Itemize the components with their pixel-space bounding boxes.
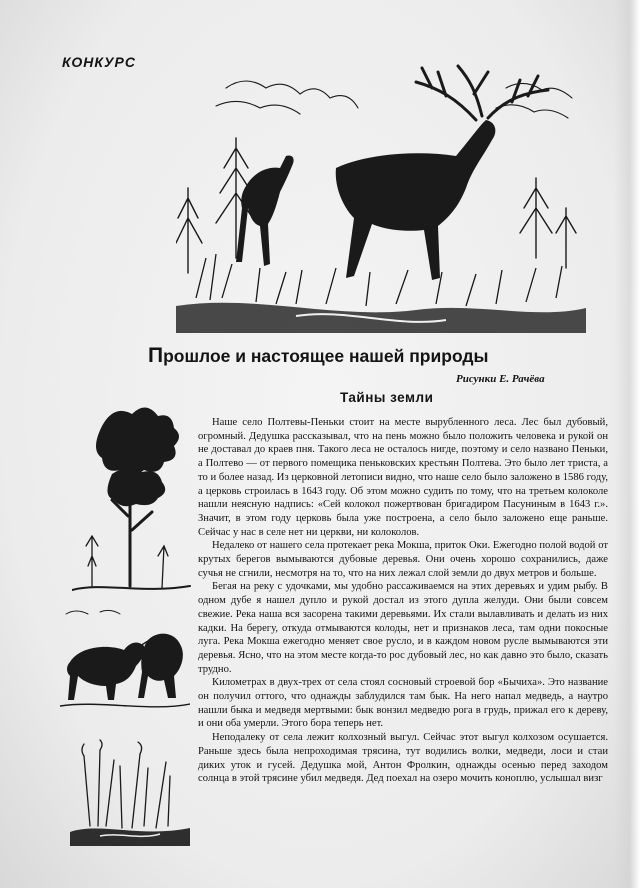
- bull-and-bear-illustration: [60, 606, 190, 716]
- illustration-credit: Рисунки Е. Рачёва: [456, 373, 545, 385]
- article-paragraph: Километрах в двух-трех от села стоял сосновый строевой бор «Бычиха». Это название он получил оттого, что однажды заблудился там бык. На него напал медведь, а наутро нашли быка и медведя мертвыми: бык вонзил медведю рога в грудь, прижал его к дереву, и они оба умерли. Этого бора теперь нет.: [198, 677, 608, 730]
- article-paragraph: Наше село Полтевы-Пеньки стоит на месте вырубленного леса. Лес был дубовый, огромный. Дедушка рассказывал, что на пень можно было положить человека и рукой он не доставал до краев пня. Такого леса не осталось нигде, поэтому и село названо Пеньки, а Полтево — от первого помещика пеньковских крестьян Полтева. Это было лет триста, а то и более назад. Из церковной летописи видно, что наше село было заложено в 1586 году, а церковь строилась в 1643 году. Об этом можно судить по тому, что на третьем колоколе нашли неясную надпись: «Сей колокол пожертвован бригадиром Пасуниным в 1643 г.». Значит, в этом году церковь была уже построена, а село было заложено еще раньше. Сейчас у нас в селе нет ни церкви, ни колоколов.: [198, 417, 608, 538]
- article-body: [198, 416, 608, 786]
- oak-trees-illustration: [72, 396, 192, 596]
- article-title: [148, 344, 488, 368]
- article-subtitle: Тайны земли: [340, 390, 434, 405]
- section-label: КОНКУРС: [62, 54, 136, 70]
- article-paragraph: Неподалеку от села лежит колхозный выгул. Сейчас этот выгул колхозом осушается. Раньше здесь была непроходимая трясина, тут водились волки, медведи, лоси и стаи диких уток и гусей. Дедушка мой, Антон Фролкин, однажды осенью перед заходом солнца в этой трясине убил медведя. Дед поехал на озеро мочить коноплю, услышал визг: [198, 732, 608, 785]
- marsh-reeds-illustration: [70, 736, 190, 846]
- article-paragraph: Недалеко от нашего села протекает река Мокша, приток Оки. Ежегодно полой водой от крутых берегов вымываются дубовые деревья. Они очень хорошо сохранились, даже сучья не сгнили, несмотря на то, что на них лежал слой земли до двух метров и больше.: [198, 540, 608, 579]
- deer-forest-illustration: [176, 58, 586, 333]
- title-rest: рошлое и настоящее нашей природы: [163, 346, 489, 366]
- title-dropcap: П: [148, 344, 164, 367]
- article-paragraph: Бегая на реку с удочками, мы удобно рассаживаемся на этих деревьях и удим рыбу. В одном дубе я нашел дупло и рукой достал из этого дупла желуди. Они были совсем свежие. Река наша вся засорена такими деревьями. Их стали вылавливать и делать из них кадки. На берегу, откуда отмываются колоды, нет и признаков леса, там одни покосные луга. Река Мокша ежегодно меняет свое русло, и в каждом новом русле вымываются эти деревья. Ясно, что на этом месте когда-то рос дубовый лес, но как давно это было, сказать трудно.: [198, 581, 608, 675]
